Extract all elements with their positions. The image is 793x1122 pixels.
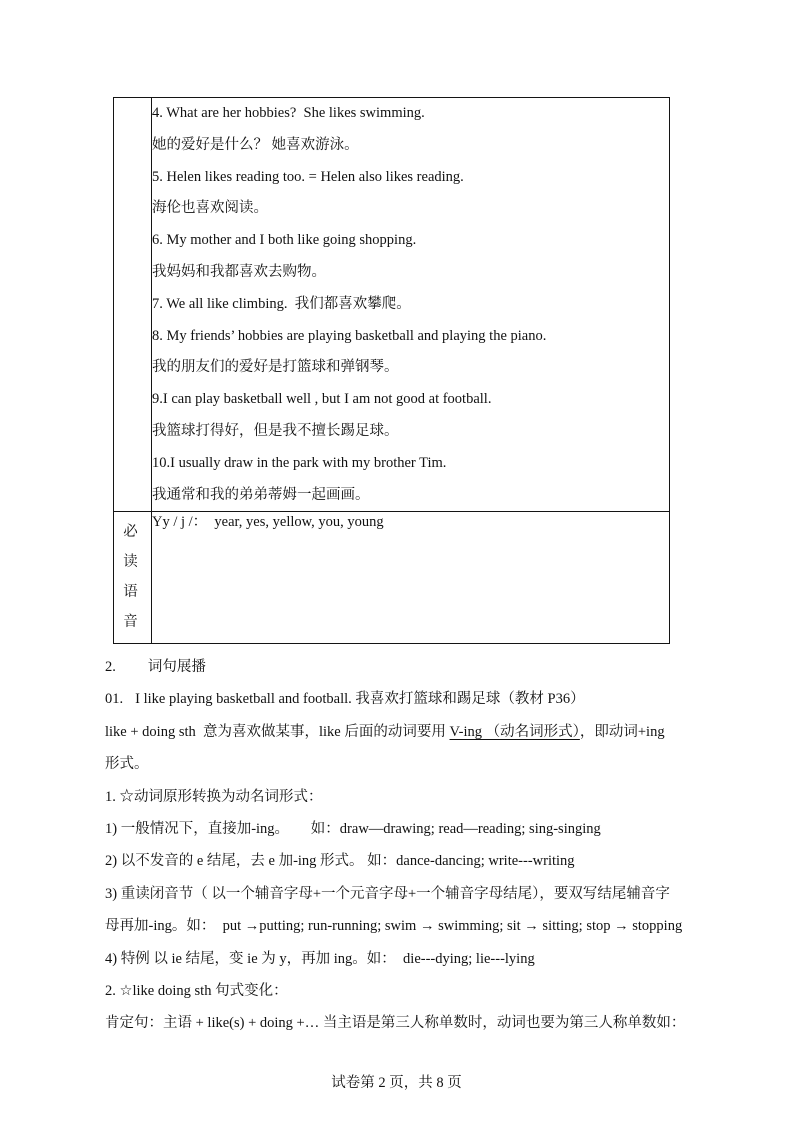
page-footer: 试卷第 2 页，共 8 页 [331, 1075, 462, 1091]
phonics-label-cell [114, 512, 152, 644]
item-01-text: I like playing basketball and football. 我喜欢打篮球和踢足球（教材 P36） [135, 691, 585, 708]
rule1-item: 1) 一般情况下，直接加-ing。 如：draw—drawing; read—reading; sing-singing [105, 821, 601, 838]
phonics-label [114, 512, 151, 637]
item-01-number: 01. [105, 691, 124, 708]
empty-label-cell [114, 98, 152, 512]
rule2-title: 2. ☆like doing sth 句式变化： [105, 983, 288, 1000]
like-rule-post: ，即动词+ing [579, 723, 665, 740]
like-rule-line [105, 716, 730, 748]
sentences-table [113, 97, 670, 644]
sentence-line: 9.I can play basketball well , but I am not good at football. [152, 391, 492, 408]
phonics-content-cell [152, 512, 670, 644]
phonics-content: Yy / j /： year, yes, yellow, you, young [152, 514, 384, 531]
rule1-item-continuation: 母再加-ing。如： put →putting; run-running; swim → swimming; sit → sitting; stop → stopping [105, 918, 683, 935]
sentence-line: 我妈妈和我都喜欢去购物。 [152, 263, 326, 280]
underlined-term: V-ing （动名词形式） [449, 723, 580, 740]
rule1-item: 3) 重读闭音节（ 以一个辅音字母+一个元音字母+一个辅音字母结尾），要双写结尾辅音字 [105, 885, 670, 902]
sentence-line: 她的爱好是什么？ 她喜欢游泳。 [152, 136, 359, 153]
phonics-label-char: 必 [123, 524, 138, 541]
rule1-item: 4) 特例 以 ie 结尾，变 ie 为 y，再加 ing。如： die---dying; lie---lying [105, 950, 535, 967]
sentence-line: 10.I usually draw in the park with my brother Tim. [152, 454, 447, 471]
phonics-label-char: 音 [123, 614, 138, 631]
sentence-line: 我篮球打得好，但是我不擅长踢足球。 [152, 422, 399, 439]
phonics-label-char: 读 [123, 554, 138, 571]
sentence-line: 4. What are her hobbies? She likes swimming. [152, 105, 425, 121]
sentence-line: 5. Helen likes reading too. = Helen also likes reading. [152, 168, 464, 185]
sentence-line: 6. My mother and I both like going shopping. [152, 232, 417, 249]
like-rule-pre: like + doing sth 意为喜欢做某事，like 后面的动词要用 [105, 723, 450, 740]
section-heading [105, 651, 730, 683]
sentence-line: 我通常和我的弟弟蒂姆一起画画。 [152, 486, 370, 503]
sentences-cell [152, 98, 670, 512]
phonics-label-char: 语 [123, 584, 138, 601]
table-row-sentences [114, 98, 670, 512]
section-heading-number: 2. [105, 659, 116, 675]
item-01-line [105, 683, 730, 715]
rule1-item: 2) 以不发音的 e 结尾，去 e 加-ing 形式。 如：dance-dancing; write---writing [105, 853, 575, 870]
like-rule-continuation: 形式。 [105, 756, 149, 773]
rule1-title: 1. ☆动词原形转换为动名词形式： [105, 788, 323, 805]
sentence-line: 8. My friends’ hobbies are playing basketball and playing the piano. [152, 327, 547, 344]
affirmative-pattern-line: 肯定句：主语 + like(s) + doing +… 当主语是第三人称单数时，动词也要为第三人称单数如： [105, 1015, 686, 1032]
sentence-line: 我的朋友们的爱好是打篮球和弹钢琴。 [152, 359, 399, 376]
grammar-notes-section [105, 648, 730, 1040]
table-row-phonics [114, 512, 670, 644]
sentence-line: 海伦也喜欢阅读。 [152, 200, 268, 217]
sentence-line: 7. We all like climbing. 我们都喜欢攀爬。 [152, 295, 411, 312]
section-heading-title: 词句展播 [147, 659, 206, 675]
